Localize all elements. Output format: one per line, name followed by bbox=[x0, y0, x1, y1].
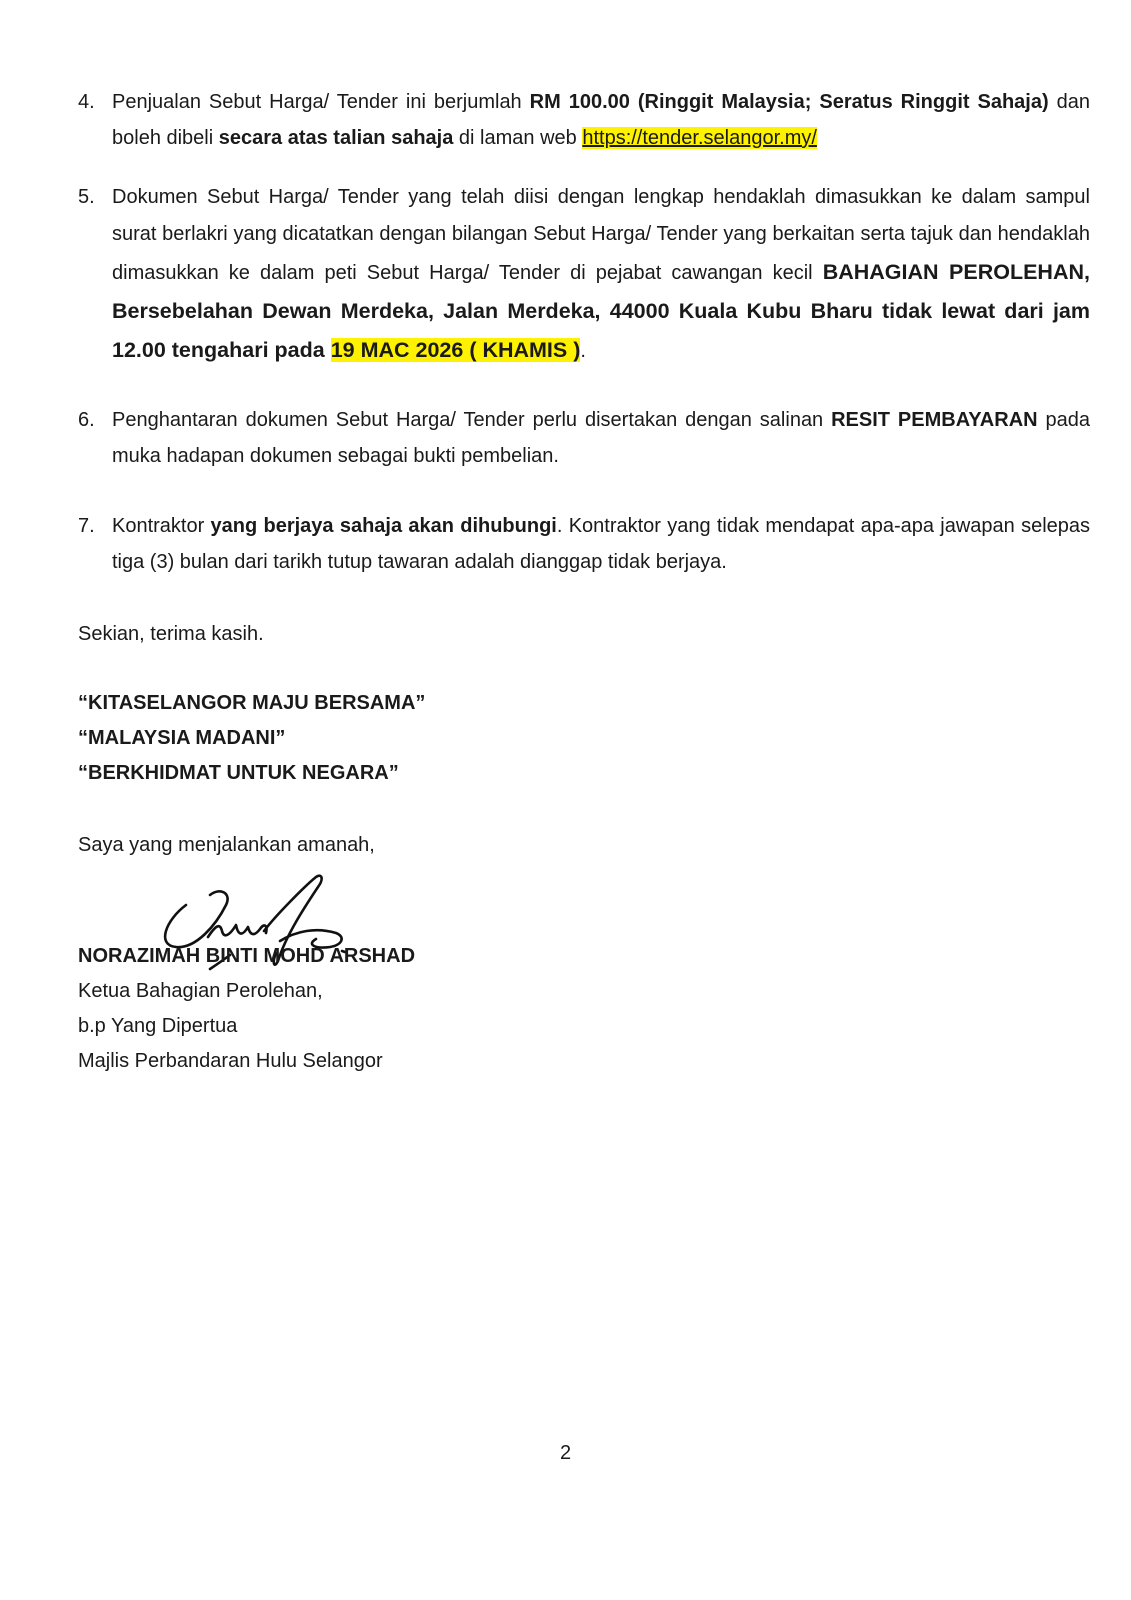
text-segment: . Kontraktor yang tidak mendapat apa-apa jawapan selepas tiga (3) bulan dari tarikh tutup tawaran adalah dianggap tidak berjaya. bbox=[112, 515, 1091, 573]
signer-block bbox=[78, 939, 1090, 1079]
list-item-5 bbox=[78, 179, 1090, 370]
item-number: 7. bbox=[78, 515, 95, 537]
successful-only-text: yang berjaya sahaja akan dihubungi bbox=[210, 515, 557, 537]
price-text: RM 100.00 (Ringgit Malaysia; Seratus Ringgit Sahaja) bbox=[529, 91, 1049, 113]
text-segment: pada muka hadapan dokumen sebagai bukti pembelian. bbox=[112, 409, 1090, 467]
text-segment: Kontraktor bbox=[112, 515, 211, 537]
page-number: 2 bbox=[559, 1442, 572, 1464]
item-text bbox=[112, 402, 1090, 474]
amanah-line: Saya yang menjalankan amanah, bbox=[78, 834, 375, 856]
signer-organization: Majlis Perbandaran Hulu Selangor bbox=[78, 1050, 383, 1072]
receipt-text: RESIT PEMBAYARAN bbox=[831, 409, 1038, 431]
motto-block bbox=[78, 686, 1090, 791]
text-segment: di laman web bbox=[453, 127, 583, 149]
list-item-6 bbox=[78, 402, 1090, 474]
item-text bbox=[112, 84, 1090, 156]
item-text bbox=[112, 508, 1090, 580]
deadline-date: 19 MAC 2026 ( KHAMIS ) bbox=[330, 338, 581, 362]
list-item-7 bbox=[78, 508, 1090, 580]
signer-bp: b.p Yang Dipertua bbox=[78, 1015, 238, 1037]
signer-title: Ketua Bahagian Perolehan, bbox=[78, 980, 323, 1002]
text-segment: Penjualan Sebut Harga/ Tender ini berjumlah bbox=[112, 91, 530, 113]
item-number: 6. bbox=[78, 409, 95, 431]
text-segment: Dokumen Sebut Harga/ Tender yang telah diisi dengan lengkap hendaklah dimasukkan ke dalam sampul surat berlakri yang dicatatkan dengan bilangan Sebut Harga/ Tender yang berkaitan serta tajuk dan hendaklah dimasukkan ke dalam peti Sebut Harga/ Tender di pejabat cawangan kecil bbox=[112, 186, 1090, 284]
online-only-text: secara atas talian sahaja bbox=[218, 127, 454, 149]
item-text bbox=[112, 179, 1090, 370]
text-segment: dan boleh dibeli bbox=[112, 91, 1090, 149]
text-segment: Penghantaran dokumen Sebut Harga/ Tender perlu disertakan dengan salinan bbox=[112, 409, 832, 431]
closing-line: Sekian, terima kasih. bbox=[78, 623, 264, 645]
tender-website-link[interactable]: https://tender.selangor.my/ bbox=[582, 127, 817, 149]
text-segment: . bbox=[580, 340, 586, 362]
item-number: 4. bbox=[78, 91, 95, 113]
letter-page bbox=[78, 84, 1090, 1079]
submission-address-text: BAHAGIAN PEROLEHAN, Bersebelahan Dewan Merdeka, Jalan Merdeka, 44000 Kuala Kubu Bharu tidak lewat dari jam 12.00 tengahari pada bbox=[112, 260, 1090, 362]
list-item-4 bbox=[78, 84, 1090, 156]
motto-line: “BERKHIDMAT UNTUK NEGARA” bbox=[78, 762, 399, 784]
motto-line: “KITASELANGOR MAJU BERSAMA” bbox=[78, 692, 426, 714]
motto-line: “MALAYSIA MADANI” bbox=[78, 727, 286, 749]
signer-name: NORAZIMAH BINTI MOHD ARSHAD bbox=[78, 945, 416, 967]
item-number: 5. bbox=[78, 186, 95, 208]
signature-area bbox=[78, 863, 1090, 939]
